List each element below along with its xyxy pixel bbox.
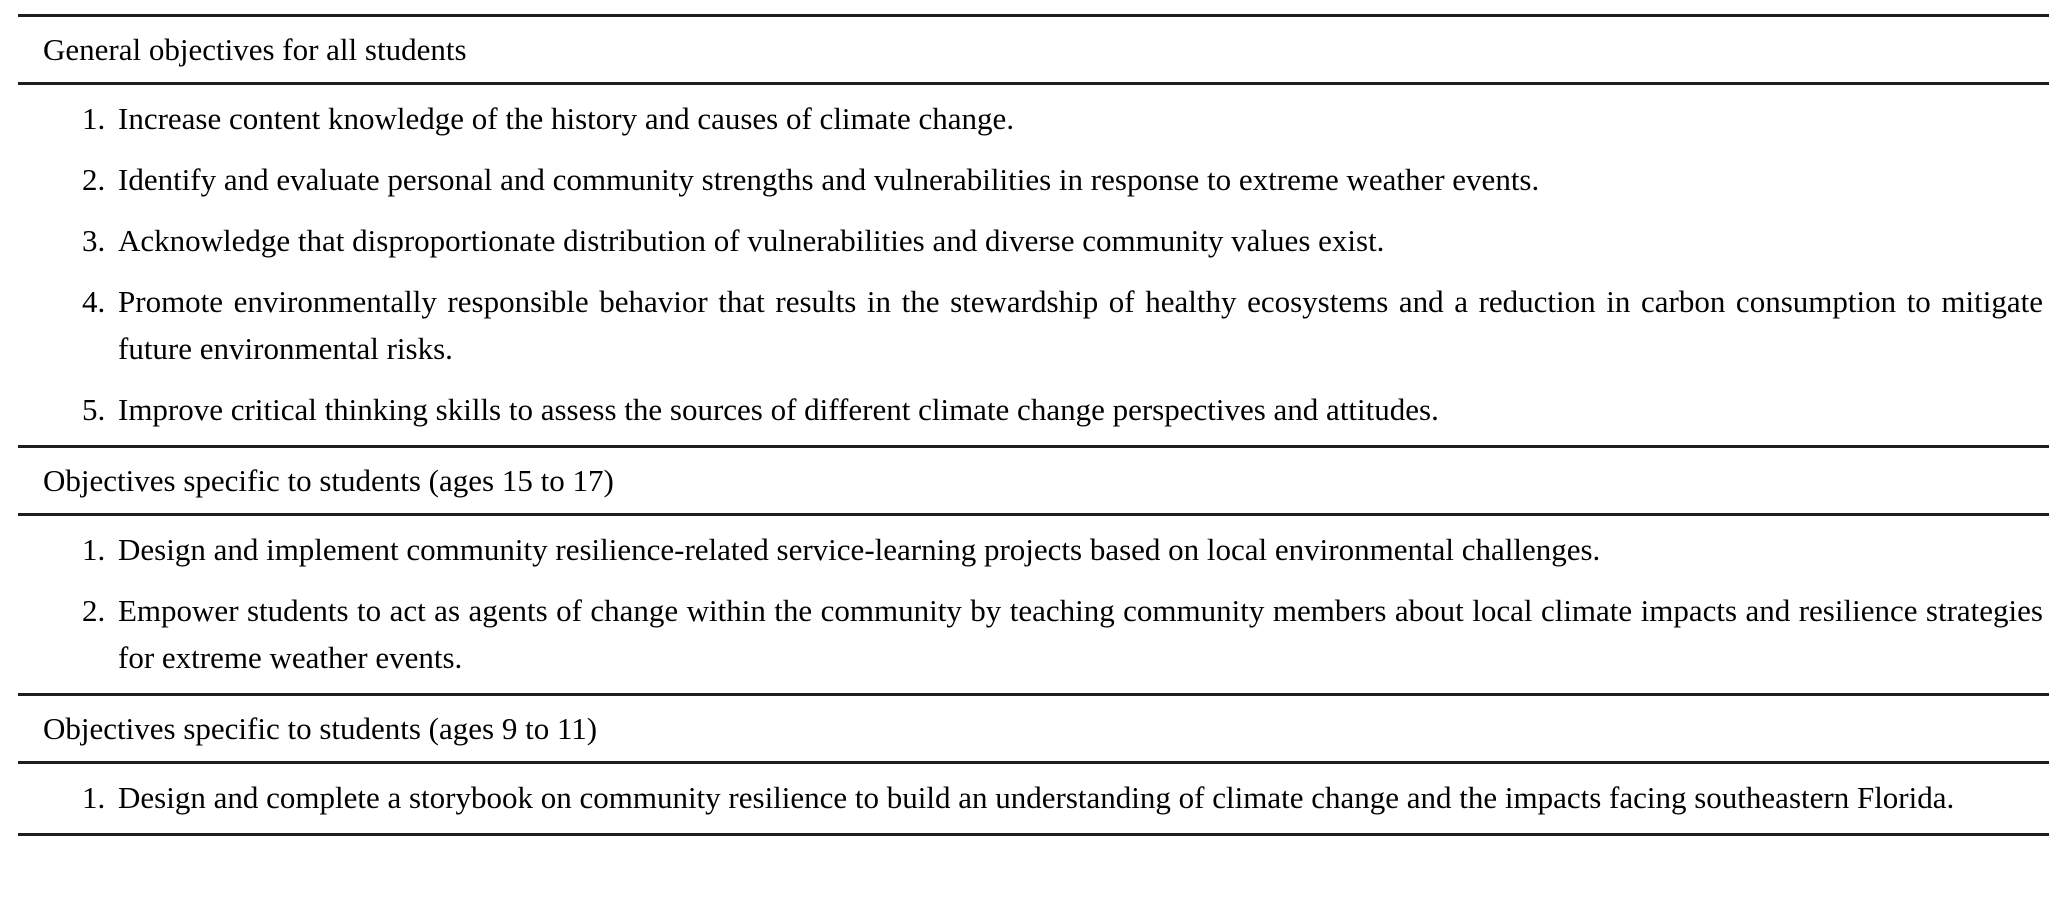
objective-item [18, 278, 2043, 372]
section-header-general: General objectives for all students [43, 32, 467, 67]
general-objectives-list [18, 85, 2049, 445]
objective-item [18, 217, 2043, 264]
item-number: 2. [82, 593, 106, 628]
section-header-ages-15-17: Objectives specific to students (ages 15 to 17) [43, 463, 614, 498]
objective-item [18, 386, 2043, 433]
objective-item [18, 774, 2043, 821]
item-text: Identify and evaluate personal and community strengths and vulnerabilities in response to extreme weather events. [118, 162, 1540, 197]
item-number: 2. [82, 162, 106, 197]
item-text: Design and complete a storybook on community resilience to build an understanding of climate change and the impacts facing southeastern Florida. [118, 780, 1955, 815]
objective-item [18, 587, 2043, 681]
ages-9-11-objectives-list [18, 764, 2049, 833]
section-header-row [18, 448, 2049, 513]
item-number: 3. [82, 223, 106, 258]
section-header-ages-9-11: Objectives specific to students (ages 9 to 11) [43, 711, 598, 746]
objective-item [18, 526, 2043, 573]
item-text: Empower students to act as agents of change within the community by teaching community members about local climate impacts and resilience strategies for extreme weather events. [118, 593, 2043, 675]
item-number: 1. [82, 532, 106, 567]
section-header-row [18, 696, 2049, 761]
item-number: 4. [82, 284, 106, 319]
item-number: 5. [82, 392, 106, 427]
item-text: Promote environmentally responsible behavior that results in the stewardship of healthy ecosystems and a reduction in carbon consumption to mitigate future environmental risks. [118, 284, 2043, 366]
objective-item [18, 95, 2043, 142]
objectives-table [18, 14, 2049, 836]
ages-15-17-objectives-list [18, 516, 2049, 693]
item-text: Increase content knowledge of the history and causes of climate change. [118, 101, 1015, 136]
section-header-row [18, 17, 2049, 82]
item-text: Acknowledge that disproportionate distribution of vulnerabilities and diverse community values exist. [118, 223, 1385, 258]
item-text: Design and implement community resilience-related service-learning projects based on local environmental challenges. [118, 532, 1601, 567]
item-number: 1. [82, 101, 106, 136]
item-text: Improve critical thinking skills to assess the sources of different climate change perspectives and attitudes. [118, 392, 1439, 427]
table-rule-bottom [18, 833, 2049, 836]
item-number: 1. [82, 780, 106, 815]
objective-item [18, 156, 2043, 203]
